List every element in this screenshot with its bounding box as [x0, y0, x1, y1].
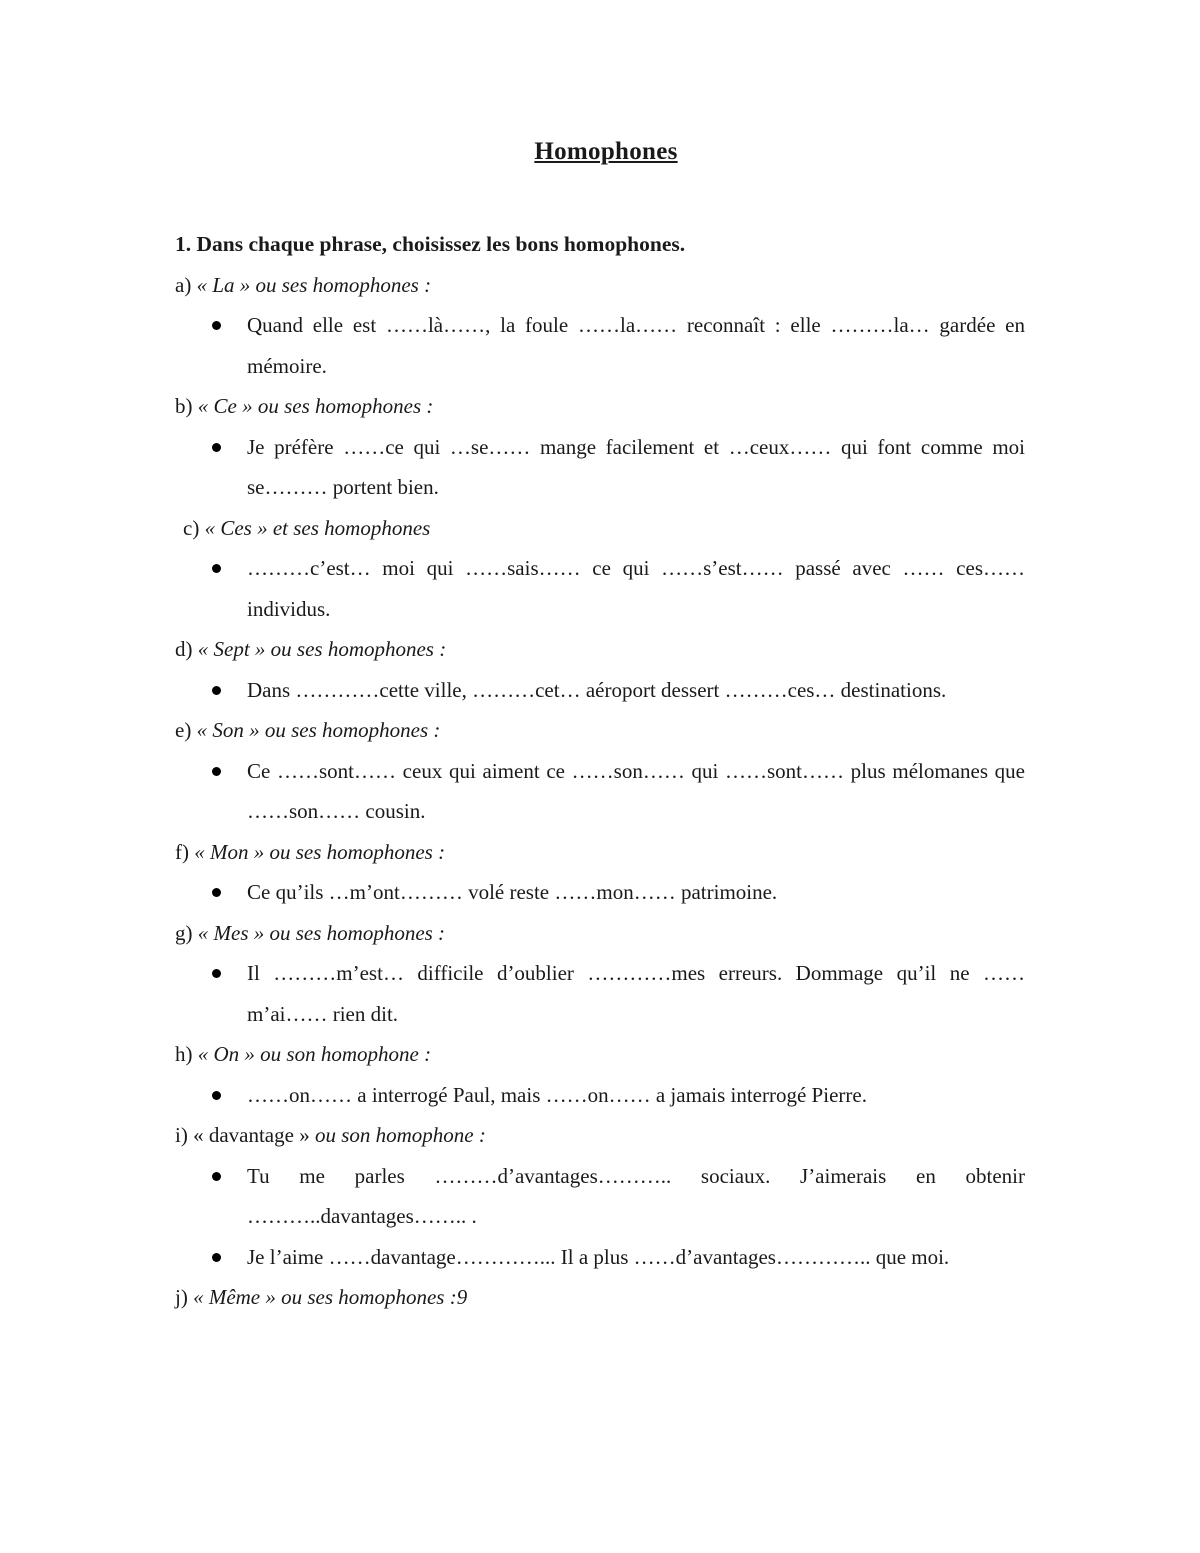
section-letter: f)	[175, 839, 189, 864]
section-letter: j)	[175, 1285, 188, 1309]
list-item	[175, 548, 1025, 629]
section-letter: d)	[175, 637, 193, 661]
section-label: « Ce » ou ses homophones :	[192, 394, 434, 418]
sentence-text: Je préfère ……ce qui …se…… mange facilement et …ceux…… qui font comme moi se……… portent bien.	[247, 434, 1025, 499]
section-label: « Mon » ou ses homophones :	[189, 839, 446, 864]
section-label: « La » ou ses homophones :	[191, 272, 432, 297]
page-title: Homophones	[534, 138, 678, 165]
bullet-icon	[212, 1172, 221, 1181]
sentence-text: Quand elle est ……là……, la foule ……la…… reconnaît : elle ………la… gardée en mémoire.	[247, 313, 1025, 378]
bullet-icon	[212, 969, 221, 978]
section-label: « Même » ou ses homophones :9	[187, 1285, 468, 1309]
section-label: « Sept » ou ses homophones :	[192, 637, 447, 661]
section-heading-h	[175, 1034, 1025, 1075]
list-item	[175, 872, 1025, 913]
section-heading-c	[175, 508, 1025, 549]
exercise-instruction: 1. Dans chaque phrase, choisissez les bons homophones.	[175, 232, 686, 256]
list-item	[175, 751, 1025, 832]
section-items-a	[175, 305, 1025, 386]
section-heading-f	[175, 832, 1025, 873]
section-letter: h)	[175, 1042, 193, 1066]
sentence-text: Dans …………cette ville, ………cet… aéroport dessert ………ces… destinations.	[247, 677, 947, 702]
section-items-f	[175, 872, 1025, 913]
section-heading-e	[175, 710, 1025, 751]
section-items-d	[175, 670, 1025, 711]
bullet-icon	[212, 686, 221, 695]
list-item	[175, 427, 1025, 508]
bullet-icon	[212, 767, 221, 776]
section-letter: i)	[175, 1123, 188, 1147]
section-items-c	[175, 548, 1025, 629]
section-heading-b	[175, 386, 1025, 427]
list-item	[175, 1075, 1025, 1116]
sentence-text: Je l’aime ……davantage…………... Il a plus ……d’avantages………….. que moi.	[247, 1244, 950, 1269]
section-label: « On » ou son homophone :	[192, 1042, 432, 1066]
section-items-b	[175, 427, 1025, 508]
section-label: ou son homophone :	[309, 1123, 486, 1147]
sentence-text: Ce ……sont…… ceux qui aiment ce ……son…… qui ……sont…… plus mélomanes que ……son…… cousin.	[247, 758, 1025, 823]
section-label: « Ces » et ses homophones	[199, 515, 431, 540]
exercise-content	[175, 224, 1025, 1318]
bullet-icon	[212, 564, 221, 573]
section-label: « Son » ou ses homophones :	[191, 718, 441, 742]
list-item	[175, 953, 1025, 1034]
section-heading-d	[175, 629, 1025, 670]
sentence-text: Ce qu’ils …m’ont……… volé reste ……mon…… patrimoine.	[247, 880, 778, 904]
section-label-plain: « davantage »	[187, 1123, 310, 1147]
bullet-icon	[212, 888, 221, 897]
section-letter: b)	[175, 394, 193, 418]
bullet-icon	[212, 1091, 221, 1100]
section-heading-j	[175, 1277, 1025, 1318]
section-items-h	[175, 1075, 1025, 1116]
section-heading-g	[175, 913, 1025, 954]
section-heading-i	[175, 1115, 1025, 1156]
sentence-text: Il ………m’est… difficile d’oublier …………mes erreurs. Dommage qu’il ne ……m’ai…… rien dit.	[247, 961, 1025, 1026]
section-label: « Mes » ou ses homophones :	[192, 920, 446, 945]
section-letter: g)	[175, 920, 193, 945]
list-item	[175, 305, 1025, 386]
section-heading-a	[175, 265, 1025, 306]
section-letter: e)	[175, 718, 192, 742]
section-letter: c)	[183, 515, 200, 540]
list-item	[175, 1156, 1025, 1237]
sentence-text: ………c’est… moi qui ……sais…… ce qui ……s’est…… passé avec …… ces…… individus.	[247, 556, 1025, 621]
list-item	[175, 1237, 1025, 1278]
section-items-e	[175, 751, 1025, 832]
section-items-g	[175, 953, 1025, 1034]
section-letter: a)	[175, 272, 192, 297]
list-item	[175, 670, 1025, 711]
sentence-text: ……on…… a interrogé Paul, mais ……on…… a jamais interrogé Pierre.	[247, 1082, 867, 1107]
section-items-i	[175, 1156, 1025, 1278]
bullet-icon	[212, 1253, 221, 1262]
bullet-icon	[212, 321, 221, 330]
sentence-text: Tu me parles ………d’avantages……….. sociaux. J’aimerais en obtenir ………..davantages…….. .	[247, 1163, 1025, 1228]
bullet-icon	[212, 443, 221, 452]
